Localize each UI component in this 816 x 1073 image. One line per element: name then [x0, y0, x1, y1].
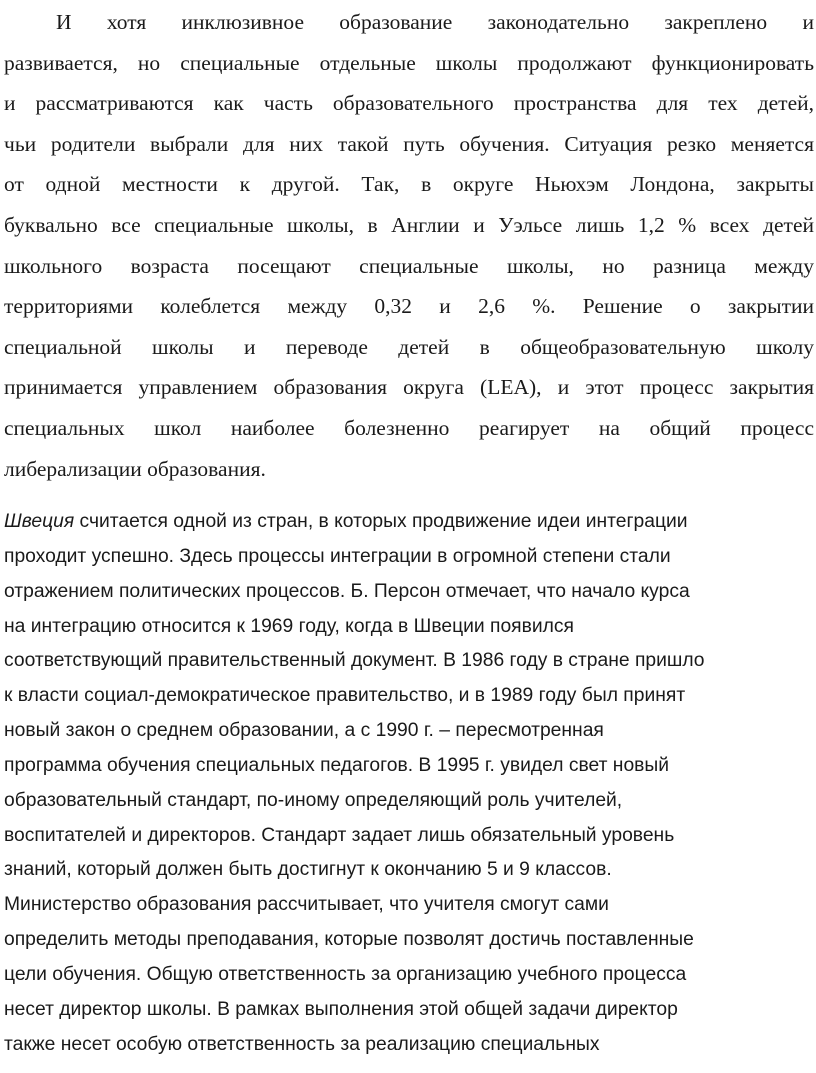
text-line: на интеграцию относится к 1969 году, когда в Швеции появился: [4, 615, 574, 637]
country-name-italic: Швеция: [4, 511, 75, 532]
text-line: определить методы преподавания, которые позволят достичь поставленные: [4, 929, 694, 951]
text-line: соответствующий правительственный документ. В 1986 году в стране пришло: [4, 650, 705, 672]
text-line: чьи родители выбрали для них такой путь обучения. Ситуация резко меняется: [4, 131, 814, 156]
text-line: новый закон о среднем образовании, а с 1990 г. – пересмотренная: [4, 720, 604, 742]
text-line-first-rest: считается одной из стран, в которых продвижение идеи интеграции: [74, 511, 688, 532]
text-line: либерализации образования.: [4, 456, 266, 481]
text-line: школьного возраста посещают специальные школы, но разница между: [4, 253, 814, 278]
text-line: воспитателей и директоров. Стандарт задает лишь обязательный уровень: [4, 824, 675, 846]
text-line: специальной школы и переводе детей в общеобразовательную школу: [4, 334, 814, 359]
paragraph-inclusive-education: [4, 2, 814, 489]
text-line: цели обучения. Общую ответственность за организацию учебного процесса: [4, 963, 687, 985]
text-line: проходит успешно. Здесь процессы интеграции в огромной степени стали: [4, 545, 671, 567]
text-line: специальных школ наиболее болезненно реагирует на общий процесс: [4, 415, 814, 440]
text-line: буквально все специальные школы, в Англии и Уэльсе лишь 1,2 % всех детей: [4, 212, 814, 237]
paragraph-sweden: [4, 505, 814, 1063]
text-line: также несет особую ответственность за реализацию специальных: [4, 1033, 600, 1055]
text-line: развивается, но специальные отдельные школы продолжают функционировать: [4, 50, 814, 75]
text-line: принимается управлением образования округа (LEA), и этот процесс закрытия: [4, 375, 814, 400]
text-line: несет директор школы. В рамках выполнения этой общей задачи директор: [4, 998, 678, 1020]
text-line: образовательный стандарт, по-иному определяющий роль учителей,: [4, 789, 623, 811]
text-line: от одной местности к другой. Так, в округе Ньюхэм Лондона, закрыты: [4, 172, 814, 197]
text-line: и рассматриваются как часть образовательного пространства для тех детей,: [4, 91, 814, 116]
text-line: программа обучения специальных педагогов. В 1995 г. увидел свет новый: [4, 754, 670, 776]
text-line: И хотя инклюзивное образование законодательно закреплено и: [56, 10, 814, 34]
text-line: Министерство образования рассчитывает, что учителя смогут сами: [4, 894, 609, 916]
text-line: территориями колеблется между 0,32 и 2,6 %. Решение о закрытии: [4, 294, 814, 319]
text-line: отражением политических процессов. Б. Персон отмечает, что начало курса: [4, 580, 690, 602]
text-line-first: [4, 505, 814, 540]
text-line: знаний, который должен быть достигнут к окончанию 5 и 9 классов.: [4, 859, 612, 881]
text-line: к власти социал-демократическое правительство, и в 1989 году был принят: [4, 685, 686, 707]
